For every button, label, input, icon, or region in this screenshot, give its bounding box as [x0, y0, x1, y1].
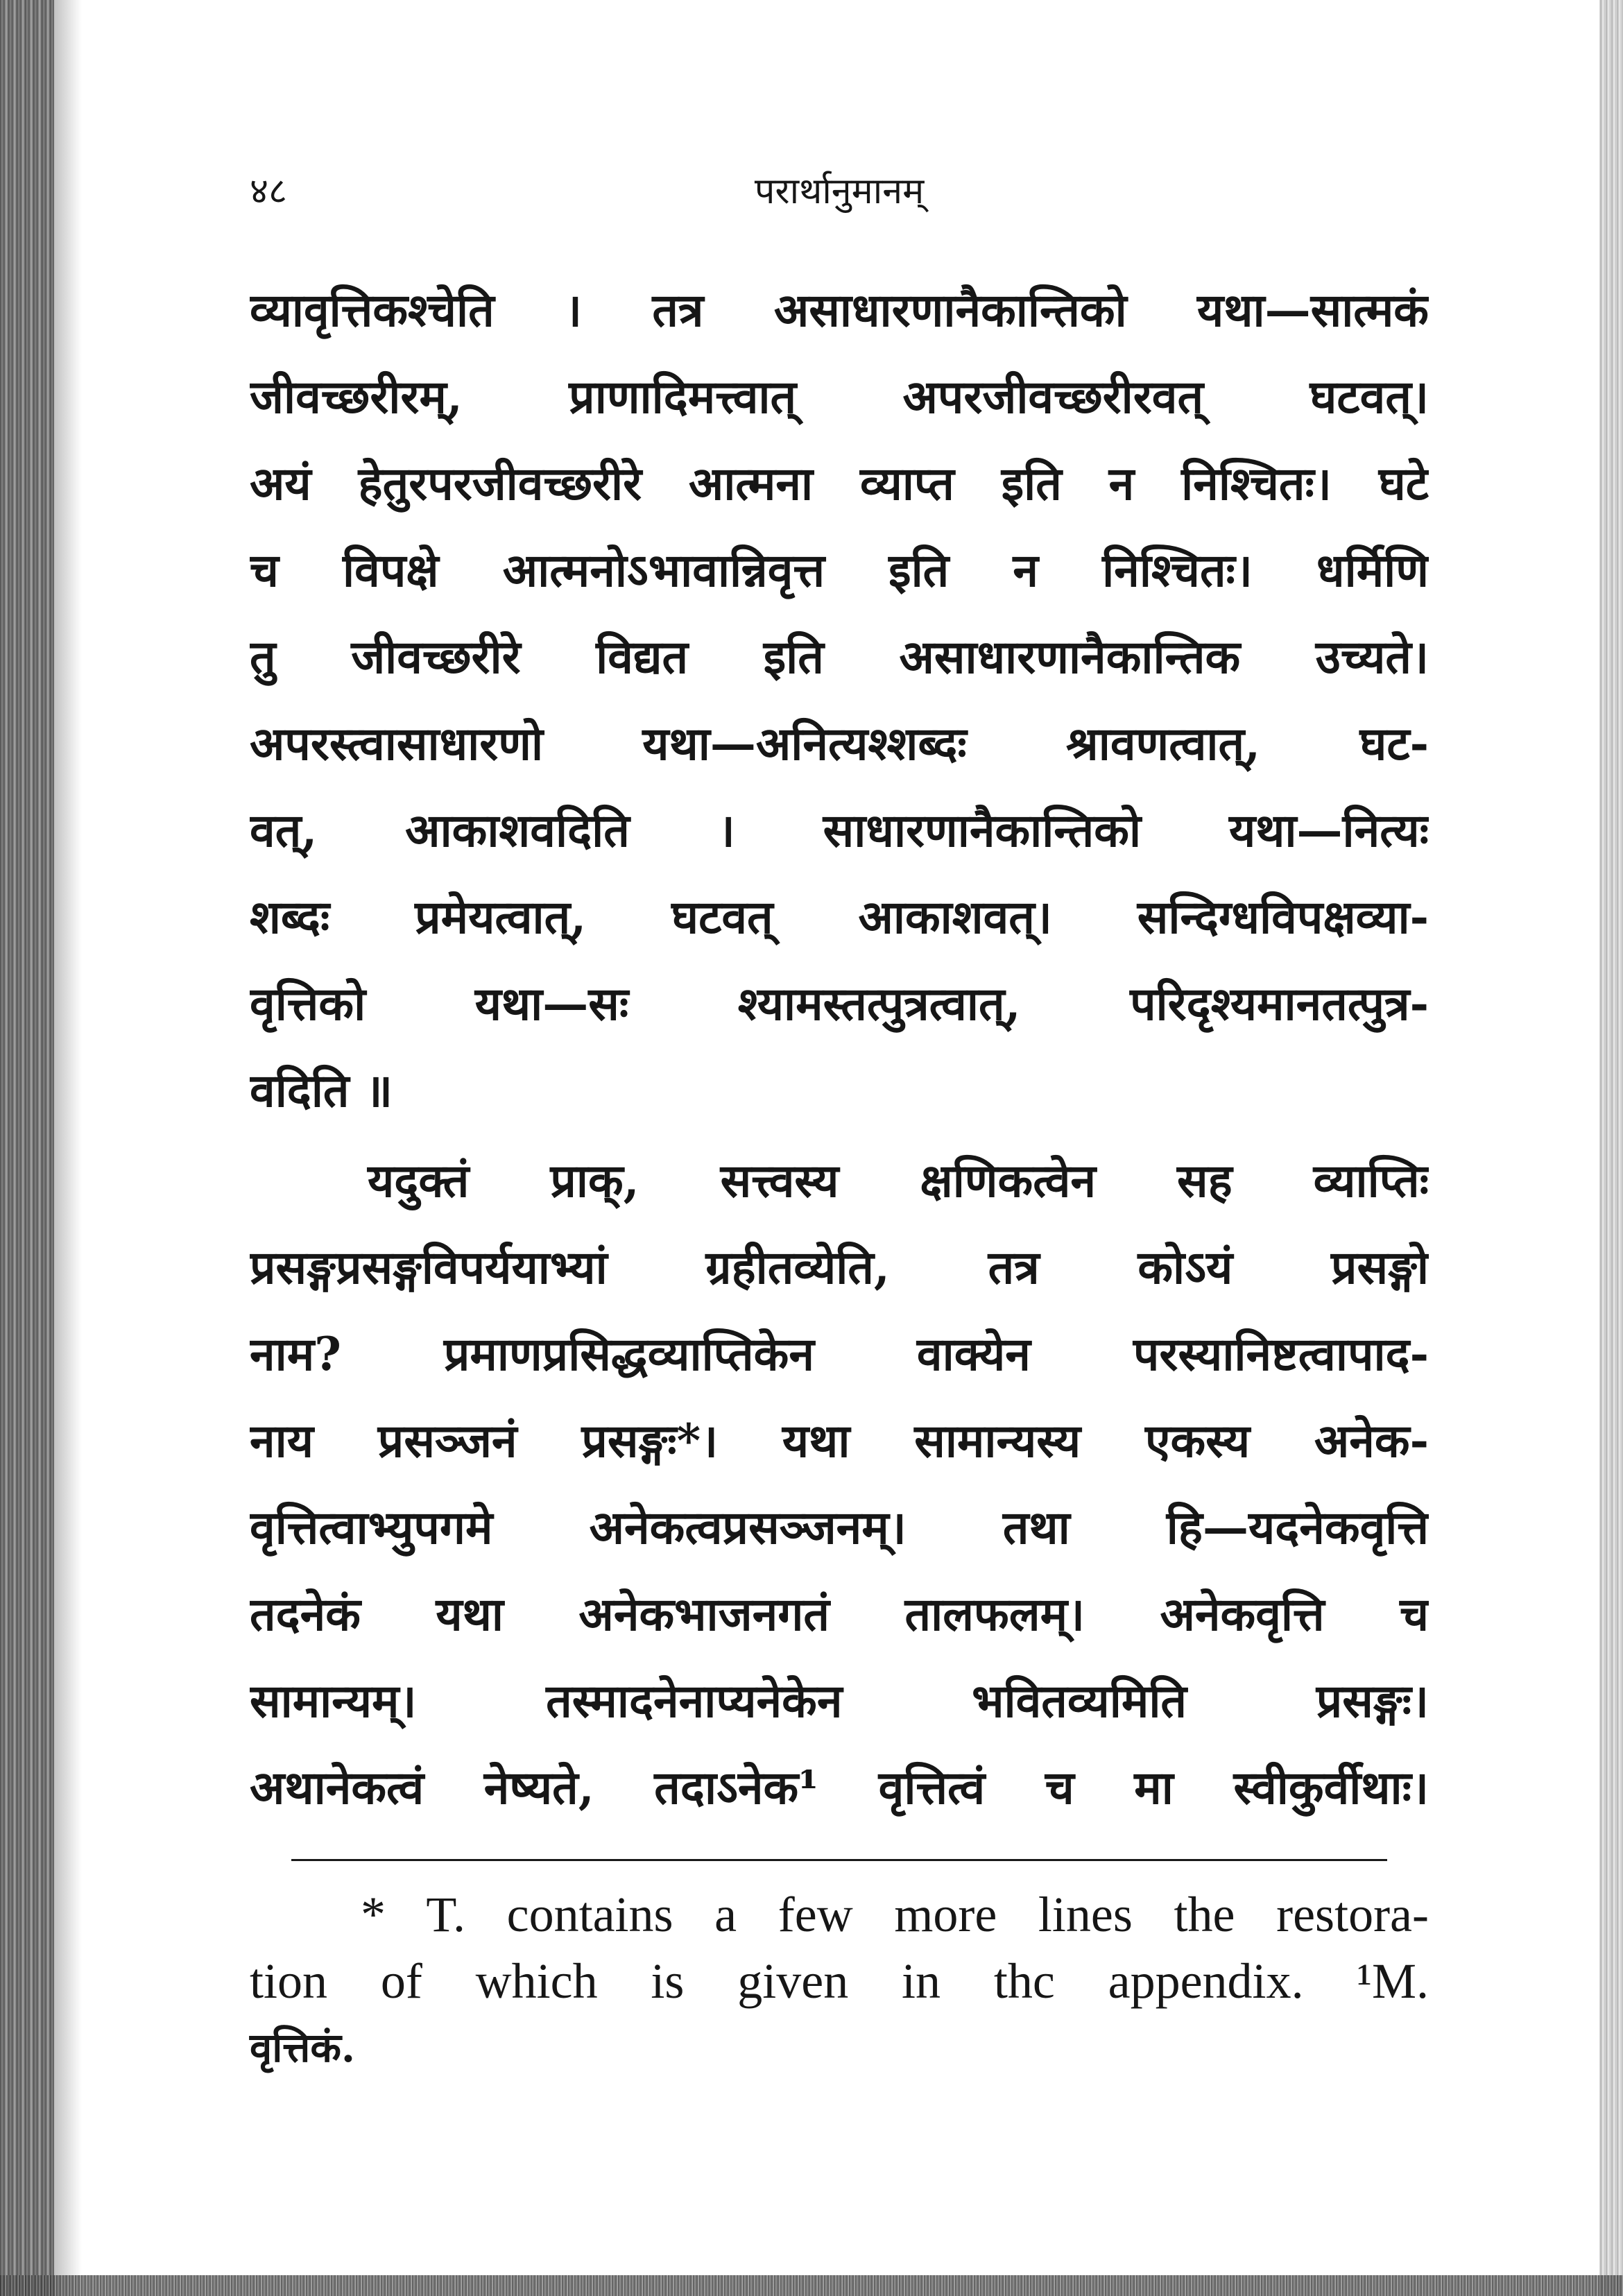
footnote-line: * T. contains a few more lines the restora-: [361, 1887, 1429, 1942]
page-number: ४८: [250, 171, 288, 212]
scan-left-shadow: [54, 0, 82, 2296]
footnote-divider: [291, 1859, 1387, 1861]
paragraph-2: [250, 1138, 1429, 1831]
text-line: अथानेकत्वं नेष्यते, तदाऽनेक¹ वृत्तित्वं च मा स्वीकुर्वीथाः।: [250, 1760, 1429, 1815]
text-line: नाम? प्रमाणप्रसिद्धव्याप्तिकेन वाक्येन परस्यानिष्टत्वापाद-: [250, 1327, 1429, 1381]
footnote-line: tion of which is given in thc appendix. ¹M.: [250, 1953, 1429, 2009]
scan-left-edge: [0, 0, 54, 2296]
scan-bottom-edge: [0, 2275, 1623, 2296]
text-line: शब्दः प्रमेयत्वात्, घटवत् आकाशवत्। सन्दिग्धविपक्षव्या-: [250, 890, 1429, 944]
scan-right-edge: [1599, 0, 1623, 2296]
footnote-line: वृत्तिकं.: [250, 2024, 356, 2071]
running-head: परार्थानुमानम्: [754, 171, 925, 212]
text-line: अपरस्त्वासाधारणो यथा—अनित्यश्शब्दः श्रावणत्वात्, घट-: [250, 717, 1429, 771]
text-line: प्रसङ्गप्रसङ्गविपर्ययाभ्यां ग्रहीतव्येति, तत्र कोऽयं प्रसङ्गो: [250, 1240, 1429, 1294]
text-line: सामान्यम्। तस्मादनेनाप्यनेकेन भवितव्यमिति प्रसङ्गः।: [250, 1674, 1429, 1728]
text-line: तु जीवच्छरीरे विद्यत इति असाधारणानैकान्तिक उच्यते।: [250, 630, 1429, 684]
text-line: वृत्तिको यथा—सः श्यामस्तत्पुत्रत्वात्, परिदृश्यमानतत्पुत्र-: [250, 977, 1429, 1031]
text-line: यदुक्तं प्राक्, सत्त्वस्य क्षणिकत्वेन सह व्याप्तिः: [368, 1154, 1429, 1208]
page-header: [250, 165, 1429, 221]
text-line: च विपक्षे आत्मनोऽभावान्निवृत्त इति न निश्चितः। धर्मिणि: [250, 543, 1429, 597]
text-line: वत्, आकाशवदिति । साधारणानैकान्तिको यथा—नित्यः: [250, 803, 1429, 857]
text-line: वृत्तित्वाभ्युपगमे अनेकत्वप्रसञ्जनम्। तथा हि—यदनेकवृत्ति: [250, 1500, 1429, 1554]
footnote: [250, 1881, 1429, 2081]
text-line: तदनेकं यथा अनेकभाजनगतं तालफलम्। अनेकवृत्ति च: [250, 1587, 1429, 1641]
text-line: वदिति ॥: [250, 1063, 393, 1117]
text-line: व्यावृत्तिकश्चेति । तत्र असाधारणानैकान्तिको यथा—सात्मकं: [250, 283, 1429, 337]
paragraph-1: [250, 267, 1429, 1134]
text-line: जीवच्छरीरम्, प्राणादिमत्त्वात् अपरजीवच्छरीरवत् घटवत्।: [250, 370, 1429, 424]
text-line: अयं हेतुरपरजीवच्छरीरे आत्मना व्याप्त इति न निश्चितः। घटे: [250, 456, 1429, 511]
text-line: नाय प्रसञ्जनं प्रसङ्गः*। यथा सामान्यस्य एकस्य अनेक-: [250, 1414, 1429, 1468]
